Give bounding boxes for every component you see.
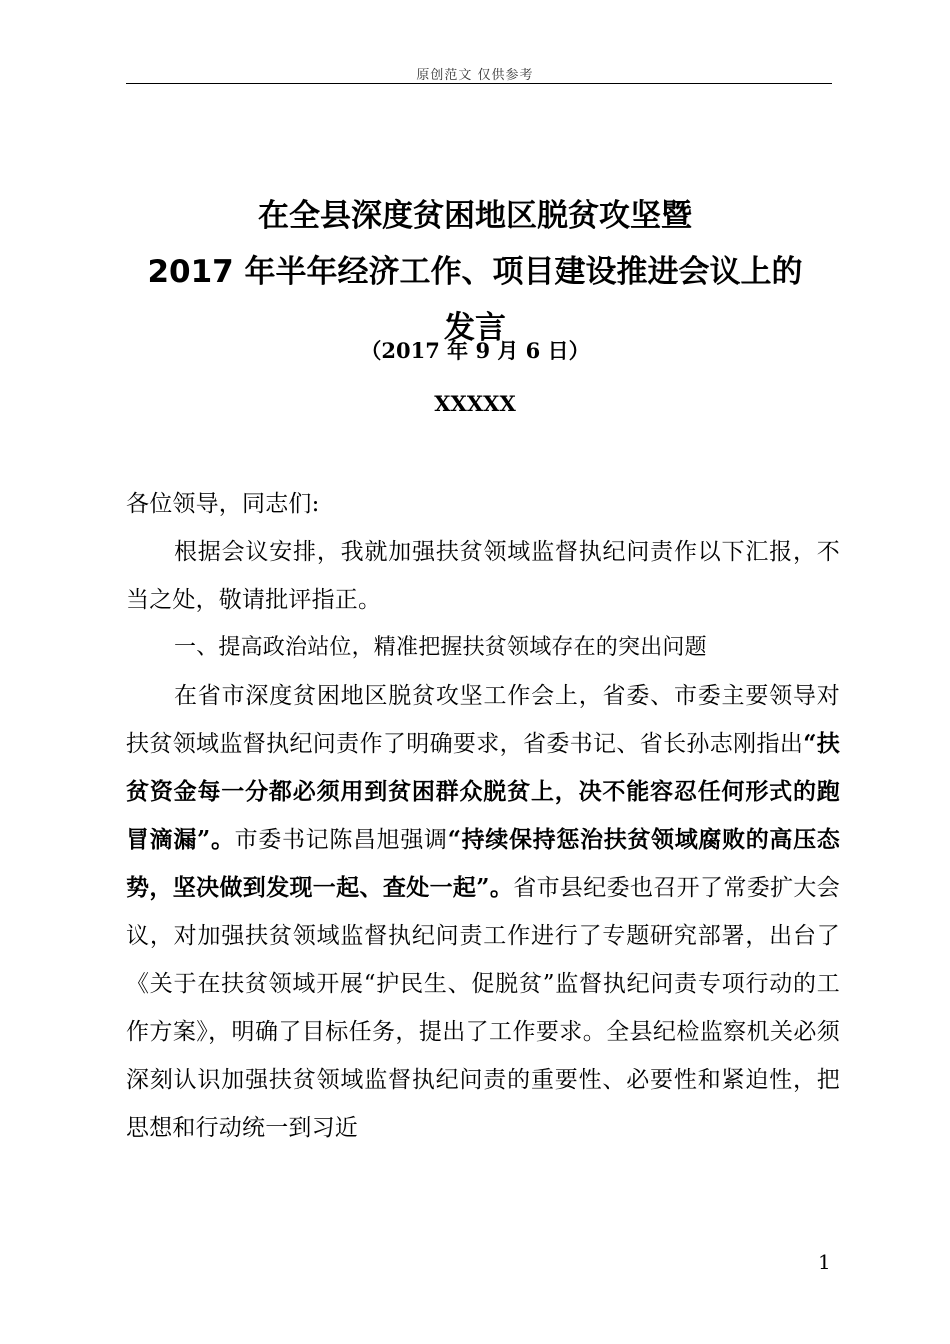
speech-author: XXXXX <box>434 391 516 416</box>
paragraph-text: 省市县纪委也召开了常委扩大会议，对加强扶贫领域监督执纪问责工作进行了专题研究部署，出台了《关于在扶贫领域开展“护民生、促脱贫”监督执纪问责专项行动的工作方案》，明确了目标任务，提出了工作要求。全县纪检监察机关必须深刻认识加强扶贫领域监督执纪问责的重要性、必要性和紧迫性，把思想和行动统一到习近 <box>126 875 840 1141</box>
body-paragraph-1 <box>126 672 840 1152</box>
header-divider <box>126 83 832 84</box>
section-heading-1: 一、提高政治站位，精准把握扶贫领域存在的突出问题 <box>174 635 707 660</box>
intro-paragraph: 根据会议安排，我就加强扶贫领域监督执纪问责作以下汇报，不当之处，敬请批评指正。 <box>126 539 840 613</box>
paragraph-text: 市委书记陈昌旭强调 <box>234 827 448 853</box>
title-line-1: 在全县深度贫困地区脱贫攻坚暨 <box>258 198 692 234</box>
title-line-2: 2017 年半年经济工作、项目建设推进会议上的 <box>147 254 803 290</box>
quote-sun-zhigang: “扶贫资金每一分都必须用到贫困群众脱贫上，决不能容忍任何形式的跑冒滴漏”。 <box>126 730 840 853</box>
page-number: 1 <box>818 1250 831 1274</box>
page-header-text: 原创范文 仅供参考 <box>416 68 534 83</box>
document-title <box>100 188 850 356</box>
paragraph-text: 在省市深度贫困地区脱贫攻坚工作会上，省委、市委主要领导对扶贫领域监督执纪问责作了明确要求，省委书记、省长孙志刚指出 <box>126 683 840 757</box>
greeting: 各位领导，同志们: <box>126 491 320 517</box>
speech-date: （2017 年 9 月 6 日） <box>360 338 590 363</box>
quote-chen-changxu: “持续保持惩治扶贫领域腐败的高压态势，坚决做到发现一起、查处一起”。 <box>126 826 840 901</box>
title-line-3: 发言 <box>444 310 506 346</box>
document-body <box>126 480 840 1152</box>
